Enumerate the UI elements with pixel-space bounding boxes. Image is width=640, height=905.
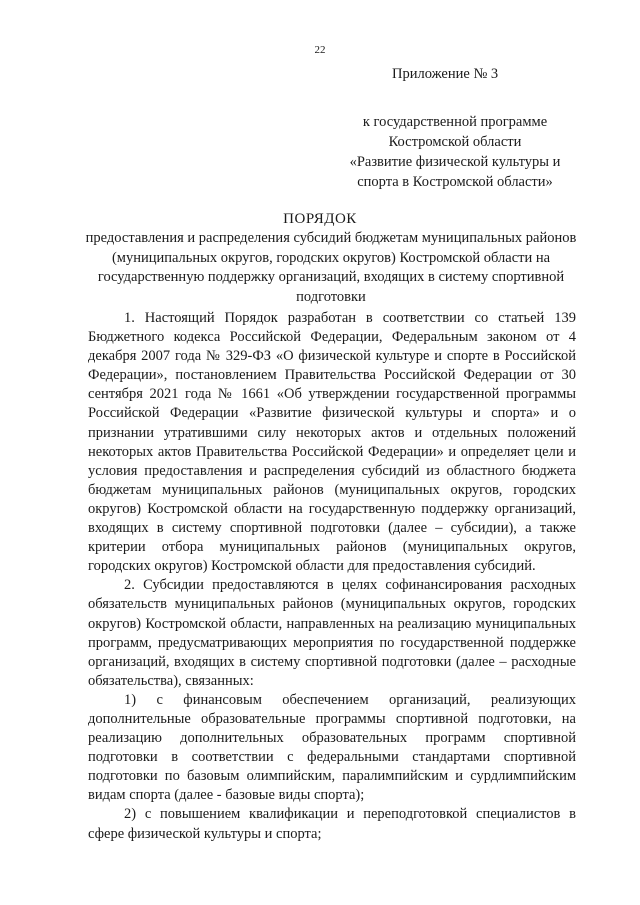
appendix-reference [318,112,592,192]
document-title: ПОРЯДОК [283,211,357,227]
paragraph-1: 1. Настоящий Порядок разработан в соответствии со статьей 139 Бюджетного кодекса Российской Федерации, Федеральным законом от 4 декабря 2007 года № 329-ФЗ «О физической культуре и спорте в Российской Федерации», постановлением Правительства Российской Федерации от 30 сентября 2021 года № 1661 «Об утверждении государственной программы Российской Федерации «Развитие физической культуры и спорта» и о признании утратившими силу некоторых актов и отдельных положений некоторых актов Правительства Российской Федерации» и определяет цели и условия предоставления и распределения субсидий из областного бюджета бюджетам муниципальных районов (муниципальных округов, городских округов) Костромской области на государственную поддержку организаций, входящих в систему спортивной подготовки (далее – субсидии), а также критерии отбора муниципальных районов (муниципальных округов, городских округов) Костромской области для предоставления субсидий. [88,310,576,575]
appendix-line: «Развитие физической культуры и [349,154,561,170]
appendix-line: к государственной программе [362,114,548,130]
document-subtitle: предоставления и распределения субсидий бюджетам муниципальных районов (муниципальных округов, городских округов) Костромской области на государственную поддержку организаций, входящих в систему спортивной подготовки [85,230,577,305]
page-number: 22 [314,44,326,56]
appendix-title: Приложение № 3 [392,66,499,82]
appendix-line: спорта в Костромской области» [357,174,553,190]
paragraph-2-item-1: 1) с финансовым обеспечением организаций, реализующих дополнительные образовательные программы спортивной подготовки, на реализацию дополнительных образовательных программ спортивной подготовки в соответствии с федеральными стандартами спортивной подготовки по базовым олимпийским, паралимпийским и сурдлимпийским видам спорта (далее - базовые виды спорта); [88,691,576,804]
paragraph-2-item-2: 2) с повышением квалификации и переподготовкой специалистов в сфере физической культуры и спорта; [88,806,576,842]
appendix-line: Костромской области [388,134,522,150]
paragraph-2: 2. Субсидии предоставляются в целях софинансирования расходных обязательств муниципальных районов (муниципальных округов, городских округов) Костромской области, направленных на реализацию муниципальных программ, предусматривающих мероприятия по государственной поддержке организаций, входящих в систему спортивной подготовки (далее – расходные обязательства), связанных: [88,577,576,689]
document-body [88,309,576,844]
